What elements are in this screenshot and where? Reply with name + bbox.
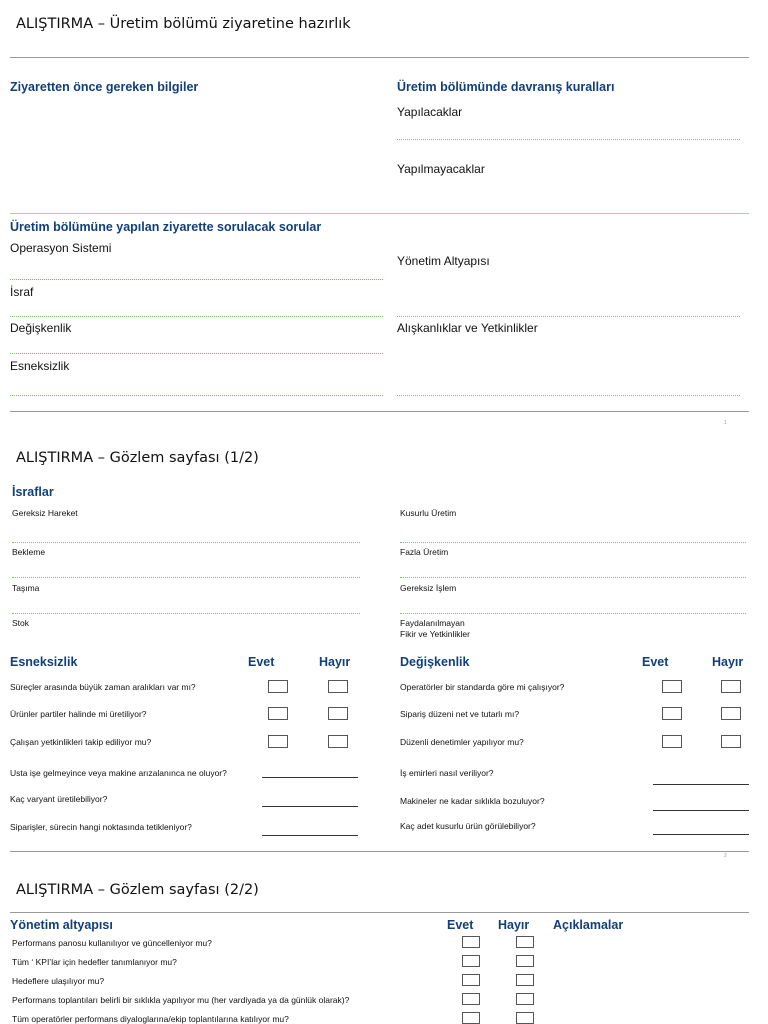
variability-open-q2: Makineler ne kadar sıklıkla bozuluyor? (400, 796, 545, 806)
mgmt-heading: Yönetim altyapısı (10, 918, 113, 932)
variability-q1: Operatörler bir standarda göre mi çalışıyor? (400, 682, 565, 692)
mgmt-q1: Performans panosu kullanılıyor ve güncelleniyor mu? (12, 938, 212, 948)
answer-line[interactable] (262, 835, 358, 836)
answer-line[interactable] (397, 139, 740, 140)
answer-line[interactable] (653, 810, 749, 811)
page-number: 2 (724, 853, 727, 859)
mgmt-q4-yes-checkbox[interactable] (462, 993, 480, 1005)
inflex-q1: Süreçler arasında büyük zaman aralıkları var mı? (10, 682, 196, 692)
inflex-heading: Esneksizlik (10, 655, 78, 669)
variability-q1-yes-checkbox[interactable] (662, 680, 682, 693)
answer-line[interactable] (400, 542, 746, 543)
mgmt-q5-no-checkbox[interactable] (516, 1012, 534, 1024)
section-divider (10, 213, 749, 214)
rules-heading: Üretim bölümünde davranış kuralları (397, 80, 615, 94)
mgmt-q3: Hedeflere ulaşılıyor mu? (12, 976, 105, 986)
mgmt-q2-no-checkbox[interactable] (516, 955, 534, 967)
inflex-q2-no-checkbox[interactable] (328, 707, 348, 720)
answer-line[interactable] (262, 777, 358, 778)
variability-q1-no-checkbox[interactable] (721, 680, 741, 693)
page2-title: ALIŞTIRMA – Gözlem sayfası (1/2) (16, 450, 259, 466)
questions-heading: Üretim bölümüne yapılan ziyarette sorulacak sorular (10, 220, 322, 234)
variability-q3: Düzenli denetimler yapılıyor mu? (400, 737, 524, 747)
topic-inflexibility: Esneksizlik (10, 359, 70, 373)
topic-variability: Değişkenlik (10, 321, 72, 335)
variability-q2-no-checkbox[interactable] (721, 707, 741, 720)
variability-open-q3: Kaç adet kusurlu ürün görülebiliyor? (400, 821, 536, 831)
inflex-open-q3: Siparişler, sürecin hangi noktasında tetikleniyor? (10, 822, 192, 832)
inflex-open-q1: Usta işe gelmeyince veya makine arızalanınca ne oluyor? (10, 768, 227, 778)
waste-heading: İsraflar (12, 485, 54, 499)
inflex-yes-header: Evet (248, 655, 275, 669)
divider (10, 912, 749, 913)
mgmt-notes-header: Açıklamalar (553, 918, 624, 932)
waste-waiting: Bekleme (12, 547, 46, 557)
inflex-q1-yes-checkbox[interactable] (268, 680, 288, 693)
topic-operation-system: Operasyon Sistemi (10, 241, 112, 255)
waste-inventory: Stok (12, 618, 30, 628)
answer-line[interactable] (262, 806, 358, 807)
page-bottom-rule (10, 411, 749, 412)
inflex-open-q2: Kaç varyant üretilebiliyor? (10, 794, 108, 804)
variability-q2: Sipariş düzeni net ve tutarlı mı? (400, 709, 520, 719)
before-visit-heading: Ziyaretten önce gereken bilgiler (10, 80, 199, 94)
page3-title: ALIŞTIRMA – Gözlem sayfası (2/2) (16, 882, 259, 898)
variability-q3-no-checkbox[interactable] (721, 735, 741, 748)
answer-line[interactable] (10, 353, 383, 354)
inflex-no-header: Hayır (319, 655, 351, 669)
variability-open-q1: İş emirleri nasıl veriliyor? (400, 768, 494, 778)
do-label: Yapılacaklar (397, 105, 463, 119)
mgmt-q3-yes-checkbox[interactable] (462, 974, 480, 986)
variability-yes-header: Evet (642, 655, 669, 669)
answer-line[interactable] (653, 834, 749, 835)
answer-line[interactable] (400, 613, 746, 614)
answer-line[interactable] (12, 577, 360, 578)
mgmt-yes-header: Evet (447, 918, 474, 932)
waste-defects: Kusurlu Üretim (400, 508, 457, 518)
inflex-q3: Çalışan yetkinlikleri takip ediliyor mu? (10, 737, 152, 747)
mgmt-q5-yes-checkbox[interactable] (462, 1012, 480, 1024)
mgmt-q4: Performans toplantıları belirli bir sıklıkla yapılıyor mu (her vardiyada ya da günlük olarak)? (12, 995, 350, 1005)
divider (10, 57, 749, 58)
answer-line[interactable] (12, 542, 360, 543)
answer-line[interactable] (10, 395, 383, 396)
waste-unused-talent-2: Fikir ve Yetkinlikler (400, 629, 470, 639)
mgmt-q3-no-checkbox[interactable] (516, 974, 534, 986)
variability-q2-yes-checkbox[interactable] (662, 707, 682, 720)
waste-transport: Taşıma (12, 583, 40, 593)
mgmt-q1-yes-checkbox[interactable] (462, 936, 480, 948)
mgmt-q2-yes-checkbox[interactable] (462, 955, 480, 967)
topic-management: Yönetim Altyapısı (397, 254, 490, 268)
variability-no-header: Hayır (712, 655, 744, 669)
inflex-q2-yes-checkbox[interactable] (268, 707, 288, 720)
topic-habits: Alışkanlıklar ve Yetkinlikler (397, 321, 538, 335)
answer-line[interactable] (10, 279, 383, 280)
inflex-q3-yes-checkbox[interactable] (268, 735, 288, 748)
waste-overproduction: Fazla Üretim (400, 547, 449, 557)
mgmt-q4-no-checkbox[interactable] (516, 993, 534, 1005)
waste-overprocessing: Gereksiz İşlem (400, 583, 457, 593)
answer-line[interactable] (397, 395, 740, 396)
waste-motion: Gereksiz Hareket (12, 508, 78, 518)
mgmt-no-header: Hayır (498, 918, 530, 932)
page-bottom-rule (10, 851, 749, 852)
mgmt-q1-no-checkbox[interactable] (516, 936, 534, 948)
inflex-q1-no-checkbox[interactable] (328, 680, 348, 693)
variability-q3-yes-checkbox[interactable] (662, 735, 682, 748)
inflex-q3-no-checkbox[interactable] (328, 735, 348, 748)
page-number: 1 (724, 420, 727, 426)
answer-line[interactable] (400, 577, 746, 578)
answer-line[interactable] (397, 316, 740, 317)
answer-line[interactable] (12, 613, 360, 614)
variability-heading: Değişkenlik (400, 655, 470, 669)
answer-line[interactable] (10, 316, 383, 317)
waste-unused-talent-1: Faydalanılmayan (400, 618, 465, 628)
page1-title: ALIŞTIRMA – Üretim bölümü ziyaretine hazırlık (16, 16, 351, 32)
answer-line[interactable] (653, 784, 749, 785)
mgmt-q2: Tüm ‘ KPI’lar için hedefler tanımlanıyor mu? (12, 957, 177, 967)
topic-waste: İsraf (10, 285, 34, 299)
mgmt-q5: Tüm operatörler performans diyaloglarına/ekip toplantılarına katılıyor mu? (12, 1014, 289, 1024)
dont-label: Yapılmayacaklar (397, 162, 485, 176)
inflex-q2: Ürünler partiler halinde mi üretiliyor? (10, 709, 147, 719)
